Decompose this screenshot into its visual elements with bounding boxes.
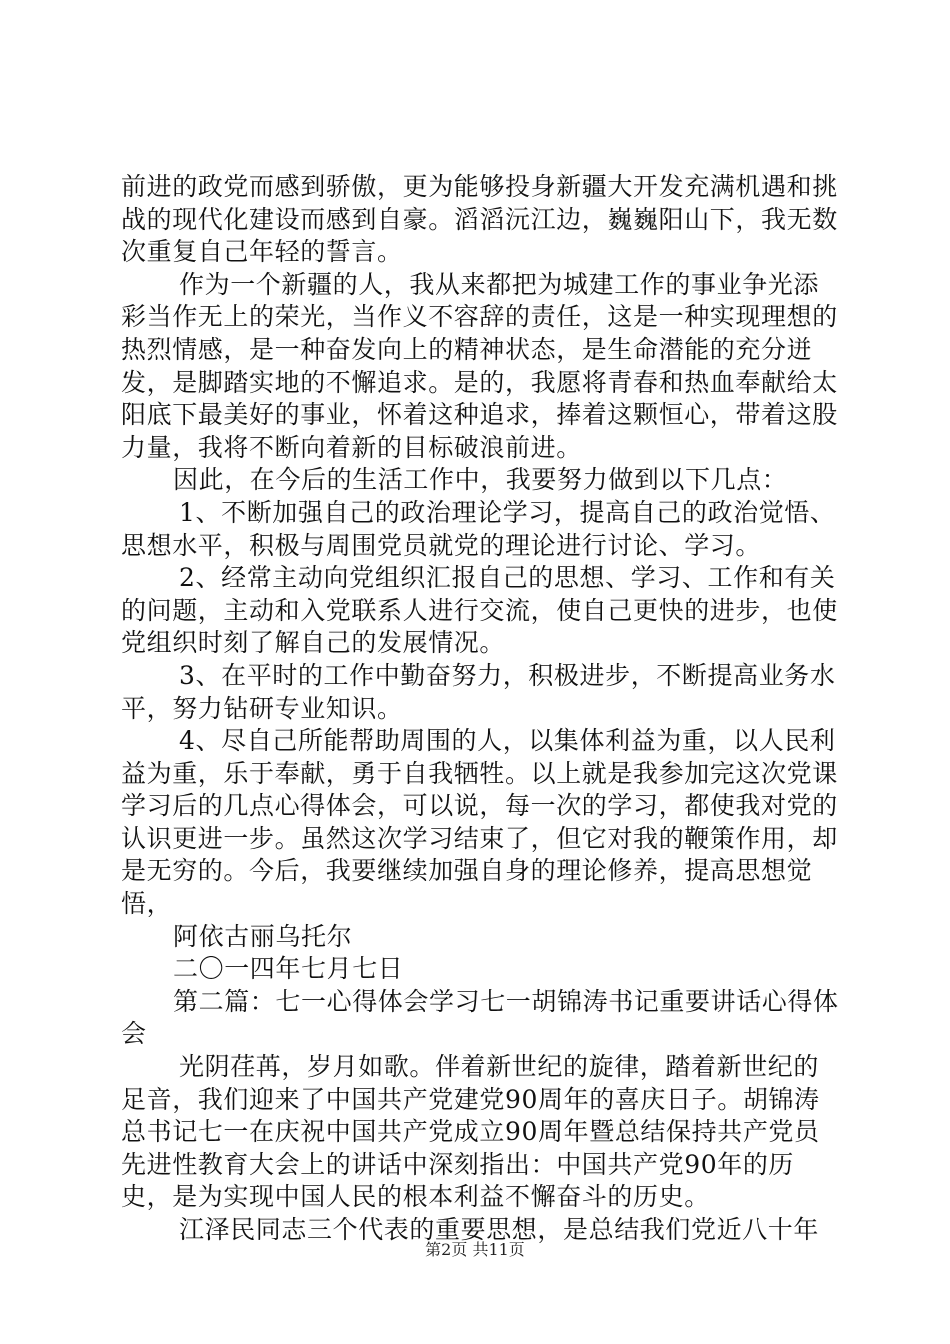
section-heading: 第二篇：七一心得体会学习七一胡锦涛书记重要讲话心得体会 (121, 986, 839, 1049)
signature-name: 阿依古丽乌托尔 (173, 921, 353, 951)
list-item-2: 2、经常主动向党组织汇报自己的思想、学习、工作和有关的问题，主动和入党联系人进行交流，使自己更快的进步，也使党组织时刻了解自己的发展情况。 (121, 563, 838, 658)
list-item-1: 1、不断加强自己的政治理论学习，提高自己的政治觉悟、思想水平，积极与周围党员就党的理论进行讨论、学习。 (121, 497, 836, 560)
list-item-3: 3、在平时的工作中勤奋努力，积极进步，不断提高业务水平，努力钻研专业知识。 (121, 660, 836, 723)
paragraph-3: 因此，在今后的生活工作中，我要努力做到以下几点： (173, 465, 788, 495)
page-footer (0, 1240, 950, 1260)
paragraph-5: 江泽民同志三个代表的重要思想，是总结我们党近八十年 (179, 1215, 820, 1244)
page-number-label: 第2页 共11页 (425, 1240, 525, 1259)
paragraph-4: 光阴荏苒，岁月如歌。伴着新世纪的旋律，踏着新世纪的足音，我们迎来了中国共产党建党90周年的喜庆日子。胡锦涛总书记七一在庆祝中国共产党成立90周年暨总结保持共产党员先进性教育大会上的讲话中深刻指出：中国共产党90年的历史，是为实现中国人民的根本利益不懈奋斗的历史。 (121, 1052, 820, 1212)
signature-date: 二〇一四年七月七日 (173, 954, 404, 984)
paragraph-2: 作为一个新疆的人，我从来都把为城建工作的事业争光添彩当作无上的荣光，当作义不容辞的责任，这是一种实现理想的热烈情感，是一种奋发向上的精神状态，是生命潜能的充分迸发，是脚踏实地的不懈追求。是的，我愿将青春和热血奉献给太阳底下最美好的事业，怀着这种追求，捧着这颗恒心，带着这股力量，我将不断向着新的目标破浪前进。 (121, 269, 838, 462)
list-item-4: 4、尽自己所能帮助周围的人，以集体利益为重，以人民利益为重，乐于奉献，勇于自我牺牲。以上就是我参加完这次党课学习后的几点心得体会，可以说，每一次的学习，都使我对党的认识更进一步。虽然这次学习结束了，但它对我的鞭策作用，却是无穷的。今后，我要继续加强自身的理论修养，提高思想觉悟， (121, 726, 838, 919)
paragraph-1: 前进的政党而感到骄傲，更为能够投身新疆大开发充满机遇和挑战的现代化建设而感到自豪。滔滔沅江边，巍巍阳山下，我无数次重复自己年轻的誓言。 (121, 172, 838, 267)
document-body (121, 171, 841, 1247)
